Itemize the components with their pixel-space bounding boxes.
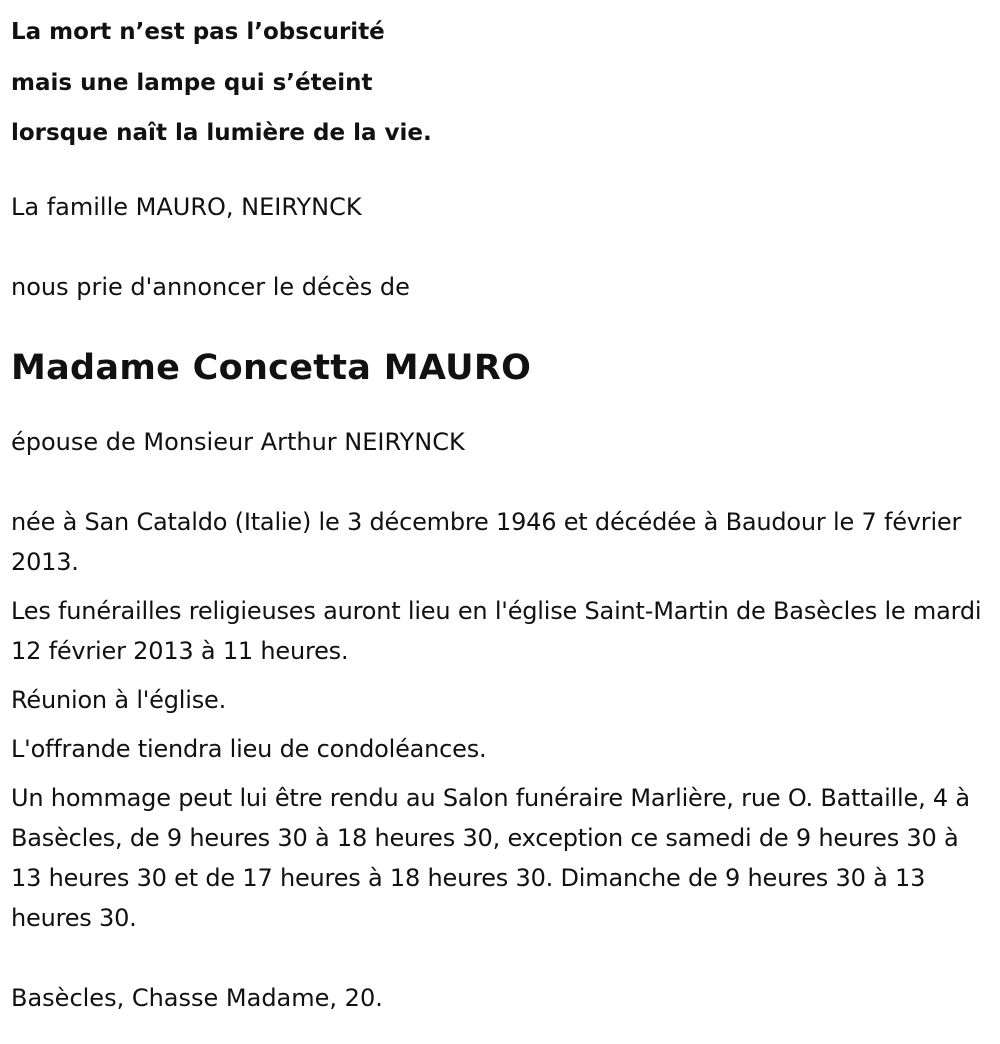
quote-line-1: La mort n’est pas l’obscurité — [11, 19, 385, 45]
offering-paragraph: L'offrande tiendra lieu de condoléances. — [11, 734, 487, 763]
quote-line-3: lorsque naît la lumière de la vie. — [11, 120, 432, 146]
quote-line-2: mais une lampe qui s’éteint — [11, 69, 373, 96]
birth-death-paragraph: née à San Cataldo (Italie) le 3 décembre 1946 et décédée à Baudour le 7 février 2013. — [11, 507, 962, 576]
spouse-line: épouse de Monsieur Arthur NEIRYNCK — [11, 427, 465, 456]
family-line: La famille MAURO, NEIRYNCK — [11, 192, 362, 221]
funeral-paragraph: Les funérailles religieuses auront lieu en l'église Saint-Martin de Basècles le mardi 12 février 2013 à 11 heures. — [11, 596, 982, 665]
tribute-paragraph: Un hommage peut lui être rendu au Salon funéraire Marlière, rue O. Battaille, 4 à Basècles, de 9 heures 30 à 18 heures 30, exception ce samedi de 9 heures 30 à 13 heures 30 et de 17 heures à 18 heures 30. Dimanche de 9 heures 30 à 13 heures 30. — [11, 783, 970, 932]
address-line: Basècles, Chasse Madame, 20. — [11, 983, 383, 1012]
obituary-notice — [11, 0, 991, 1018]
deceased-name: Madame Concetta MAURO — [11, 347, 532, 388]
opening-quote — [11, 0, 991, 159]
meeting-paragraph: Réunion à l'église. — [11, 685, 227, 714]
announce-line: nous prie d'annoncer le décès de — [11, 272, 410, 301]
